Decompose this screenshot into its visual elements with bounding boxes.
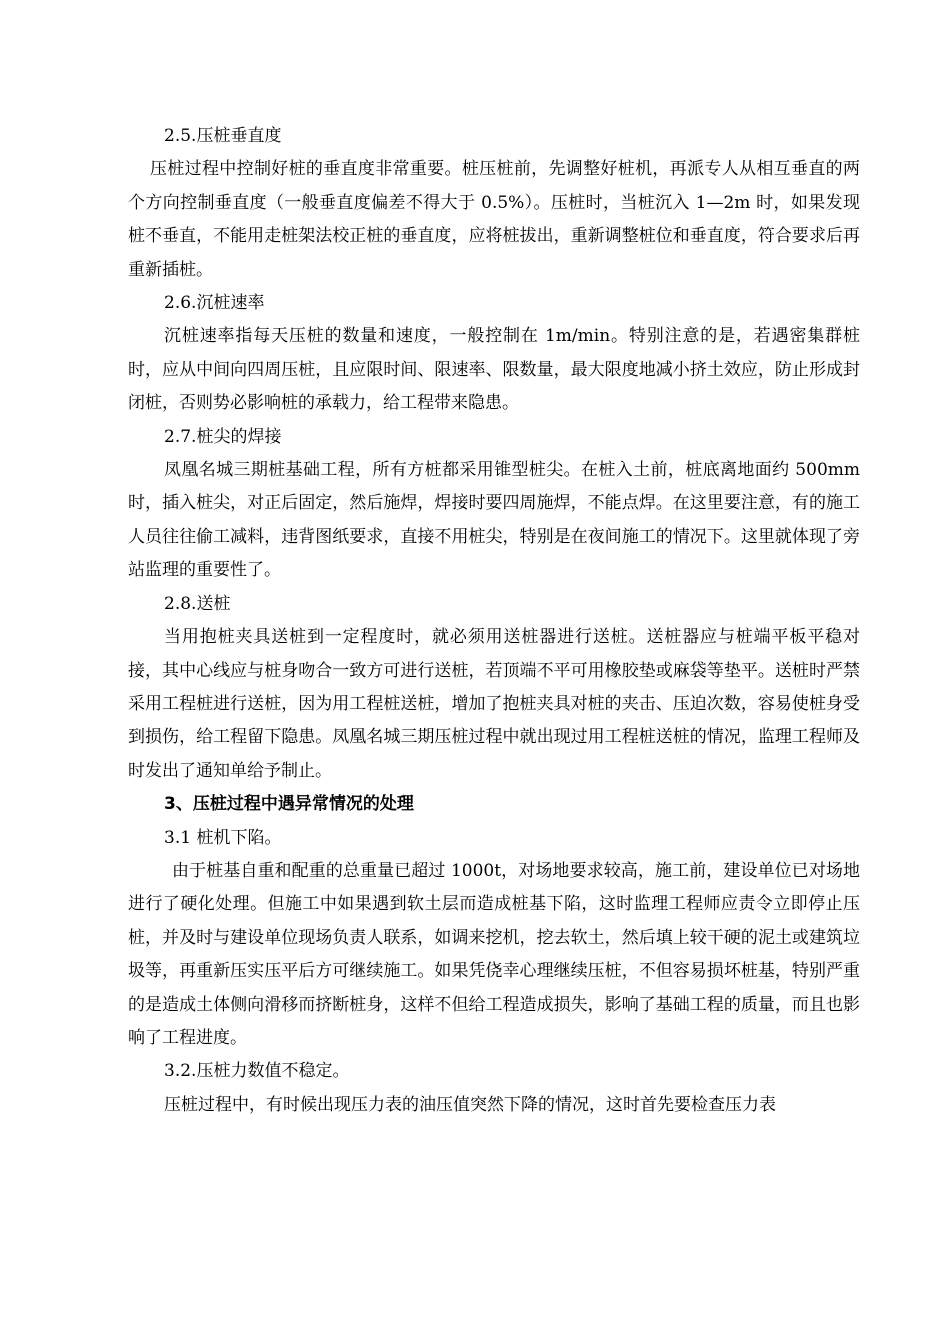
paragraph-3-2: 压桩过程中，有时候出现压力表的油压值突然下降的情况，这时首先要检查压力表 — [164, 1094, 776, 1115]
heading-2-5: 2.5.压桩垂直度 — [164, 126, 282, 146]
heading-2-8: 2.8.送桩 — [164, 593, 231, 614]
heading-3-2: 3.2.压桩力数值不稳定。 — [164, 1061, 350, 1082]
document-body — [128, 120, 860, 1122]
paragraph-2-6: 沉桩速率指每天压桩的数量和速度，一般控制在 1m/min。特别注意的是，若遇密集群桩时，应从中间向四周压桩，且应限时间、限速率、限数量，最大限度地减小挤土效应，防止形成封闭桩，否则势必影响桩的承载力，给工程带来隐患。 — [128, 326, 860, 414]
paragraph-2-7: 凤凰名城三期桩基础工程，所有方桩都采用锥型桩尖。在桩入土前，桩底离地面约 500mm 时，插入桩尖，对正后固定，然后施焊，焊接时要四周施焊，不能点焊。在这里要注意，有的施工人员往往偷工减料，违背图纸要求，直接不用桩尖，特别是在夜间施工的情况下。这里就体现了旁站监理的重要性了。 — [128, 460, 860, 581]
heading-2-7: 2.7.桩尖的焊接 — [164, 426, 282, 447]
heading-3-1: 3.1 桩机下陷。 — [164, 827, 282, 848]
paragraph-2-8: 当用抱桩夹具送桩到一定程度时，就必须用送桩器进行送桩。送桩器应与桩端平板平稳对接，其中心线应与桩身吻合一致方可进行送桩，若顶端不平可用橡胶垫或麻袋等垫平。送桩时严禁采用工程桩进行送桩，因为用工程桩送桩，增加了抱桩夹具对桩的夹击、压迫次数，容易使桩身受到损伤，给工程留下隐患。凤凰名城三期压桩过程中就出现过用工程桩送桩的情况，监理工程师及时发出了通知单给予制止。 — [128, 627, 860, 781]
heading-3: 3、压桩过程中遇异常情况的处理 — [164, 794, 414, 815]
paragraph-3-1: 由于桩基自重和配重的总重量已超过 1000t，对场地要求较高，施工前，建设单位已对场地进行了硬化处理。但施工中如果遇到软土层而造成桩基下陷，这时监理工程师应责令立即停止压桩，并及时与建设单位现场负责人联系，如调来挖机，挖去软土，然后填上较干硬的泥土或建筑垃圾等，再重新压实压平后方可继续施工。如果凭侥幸心理继续压桩，不但容易损坏桩基，特别严重的是造成土体侧向滑移而挤断桩身，这样不但给工程造成损失，影响了基础工程的质量，而且也影响了工程进度。 — [128, 860, 860, 1048]
heading-2-6: 2.6.沉桩速率 — [164, 293, 265, 314]
paragraph-2-5: 压桩过程中控制好桩的垂直度非常重要。桩压桩前，先调整好桩机，再派专人从相互垂直的两个方向控制垂直度（一般垂直度偏差不得大于 0.5%）。压桩时，当桩沉入 1—2m 时，如果发现桩不垂直，不能用走桩架法校正桩的垂直度，应将桩拔出，重新调整桩位和垂直度，符合要求后再重新插桩。 — [128, 159, 860, 280]
